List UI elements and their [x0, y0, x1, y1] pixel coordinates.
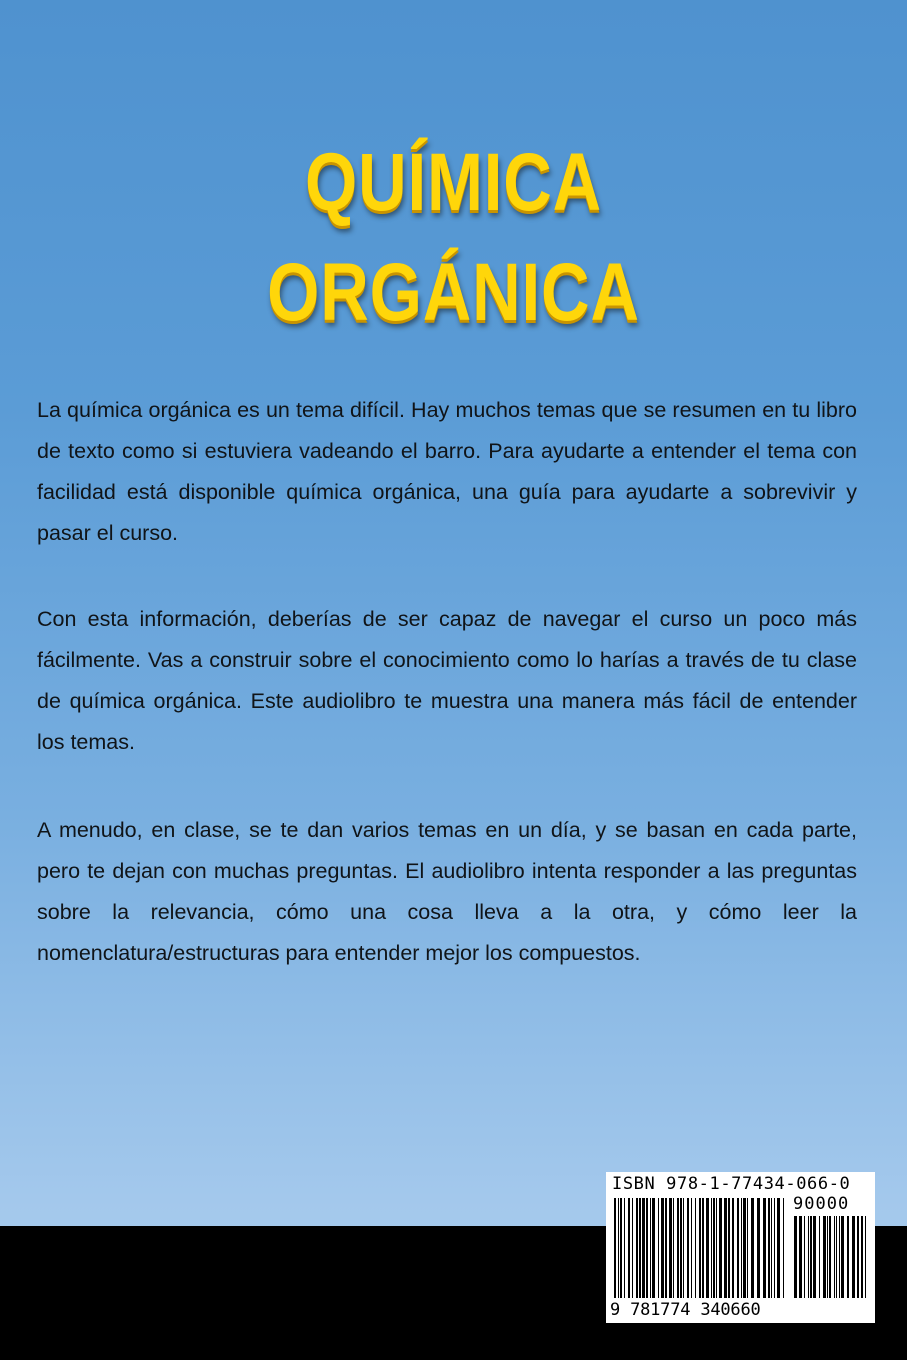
barcode-bar — [768, 1198, 770, 1298]
barcode-bar — [658, 1198, 659, 1298]
description-paragraph-2: Con esta información, deberías de ser capaz de navegar el curso un poco más fácilmente. Vas a construir sobre el conocimiento como lo harías a través de tu clase de química orgánica. Este audiolibro te muestra una manera más fácil de entender los temas. — [37, 607, 857, 754]
barcode-bar — [646, 1198, 648, 1298]
barcode-bar — [691, 1198, 692, 1298]
barcode-bar — [702, 1198, 704, 1298]
barcode-bar — [636, 1198, 638, 1298]
ean-digits: 9 781774 340660 — [610, 1300, 761, 1320]
barcode-bar — [847, 1216, 849, 1298]
barcode-bar — [614, 1198, 616, 1298]
barcode-bar — [716, 1198, 717, 1298]
barcode-bar — [836, 1216, 837, 1298]
barcode-bar — [861, 1216, 863, 1298]
description-paragraph-3: A menudo, en clase, se te dan varios temas en un día, y se basan en cada parte, pero te dejan con muchas preguntas. El audiolibro intenta responder a las preguntas sobre la relevancia, cómo una cosa lleva a la otra, y cómo leer la nomenclatura/estructuras para entender mejor los compuestos. — [37, 818, 857, 965]
isbn-barcode — [606, 1172, 875, 1323]
barcode-bar — [732, 1198, 734, 1298]
barcode-bar — [839, 1216, 840, 1298]
title-line-1: QUÍMICA — [304, 137, 603, 228]
description-paragraph-1: La química orgánica es un tema difícil. Hay muchos temas que se resumen en tu libro de texto como si estuviera vadeando el barro. Para ayudarte a entender el tema con facilidad está disponible química orgánica, una guía para ayudarte a sobrevivir y pasar el curso. — [37, 398, 857, 545]
barcode-bar — [661, 1198, 664, 1298]
barcode-bar — [799, 1216, 802, 1298]
barcode-bar — [777, 1198, 780, 1298]
barcode-bar — [618, 1198, 619, 1298]
title-line-2: ORGÁNICA — [267, 247, 640, 338]
barcode-bar — [810, 1216, 812, 1298]
barcode-bar — [650, 1198, 651, 1298]
barcode-bar — [737, 1198, 739, 1298]
barcode-bar — [751, 1198, 754, 1298]
barcode-bar — [669, 1198, 672, 1298]
ean-barcode-bars — [614, 1198, 786, 1298]
barcode-bar — [680, 1198, 682, 1298]
barcode-bar — [628, 1198, 630, 1298]
barcode-bar — [652, 1198, 655, 1298]
barcode-bar — [813, 1216, 816, 1298]
barcode-bar — [699, 1198, 701, 1298]
price-code: 90000 — [793, 1194, 850, 1214]
isbn-label: ISBN 978-1-77434-066-0 — [612, 1174, 851, 1194]
barcode-bar — [632, 1198, 633, 1298]
barcode-bar — [857, 1216, 859, 1298]
barcode-bar — [687, 1198, 689, 1298]
barcode-bar — [639, 1198, 641, 1298]
barcode-bar — [774, 1198, 775, 1298]
barcode-bar — [783, 1198, 784, 1298]
barcode-bar — [719, 1198, 722, 1298]
barcode-bar — [728, 1198, 730, 1298]
barcode-bar — [834, 1216, 835, 1298]
barcode-bar — [743, 1198, 746, 1298]
barcode-bar — [695, 1198, 696, 1298]
barcode-bar — [804, 1216, 805, 1298]
barcode-bar — [757, 1198, 760, 1298]
barcode-bar — [683, 1198, 684, 1298]
barcode-bar — [823, 1216, 826, 1298]
barcode-bar — [713, 1198, 715, 1298]
addon-barcode-bars — [794, 1216, 866, 1298]
barcode-bar — [829, 1216, 831, 1298]
barcode-bar — [673, 1198, 674, 1298]
barcode-bar — [624, 1198, 625, 1298]
barcode-bar — [763, 1198, 766, 1298]
barcode-bar — [852, 1216, 855, 1298]
barcode-bar — [741, 1198, 742, 1298]
barcode-bar — [819, 1216, 820, 1298]
barcode-bar — [841, 1216, 844, 1298]
barcode-bar — [808, 1216, 809, 1298]
barcode-bar — [794, 1216, 797, 1298]
barcode-bar — [677, 1198, 679, 1298]
barcode-bar — [747, 1198, 748, 1298]
barcode-bar — [827, 1216, 828, 1298]
barcode-bar — [771, 1198, 772, 1298]
barcode-bar — [711, 1198, 712, 1298]
barcode-bar — [706, 1198, 709, 1298]
barcode-bar — [865, 1216, 866, 1298]
barcode-bar — [642, 1198, 645, 1298]
barcode-bar — [724, 1198, 727, 1298]
barcode-bar — [665, 1198, 667, 1298]
barcode-bar — [620, 1198, 622, 1298]
